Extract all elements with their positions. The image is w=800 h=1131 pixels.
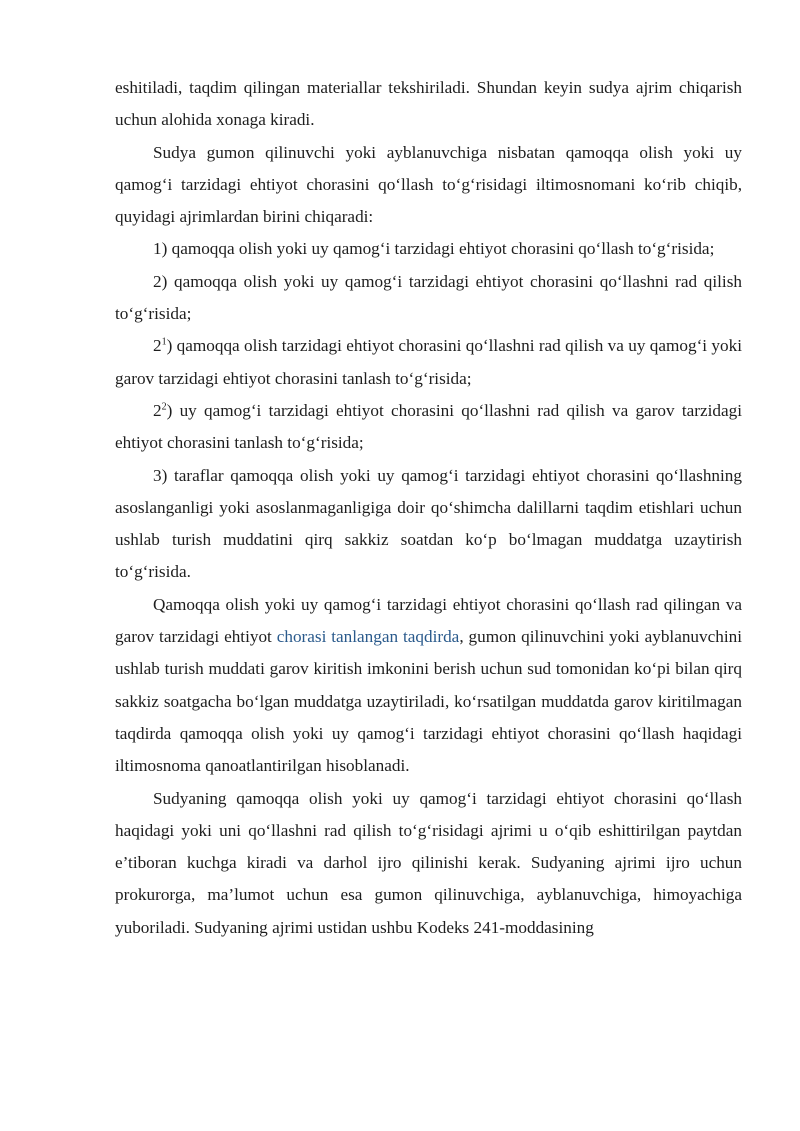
document-page (115, 72, 742, 944)
item-number: 2 (153, 336, 162, 356)
paragraph-text-before: Qamoqqa olish yoki uy qamog‘i tarzidagi ehtiyot chorasini qo‘llash rad qilingan va garov tarzidagi ehtiyot (115, 594, 742, 647)
paragraph-ruling-effect: Sudyaning qamoqqa olish yoki uy qamog‘i tarzidagi ehtiyot chorasini qo‘llash haqidagi yoki uni qo‘llashni rad qilish to‘g‘risidagi ajrimi u o‘qib eshittirilgan paytdan e’tiboran kuchga kiradi va darhol ijro qilinishi kerak. Sudyaning ajrimi ijro uchun prokurorga, ma’lumot uchun esa gumon qilinuvchiga, ayblanuvchiga, himoyachiga yuboriladi. Sudyaning ajrimi ustidan ushbu Kodeks 241-moddasining (115, 788, 742, 937)
list-item-1: 1) qamoqqa olish yoki uy qamog‘i tarzidagi ehtiyot chorasini qo‘llash to‘g‘risida; (153, 239, 715, 259)
list-item-3: 3) taraflar qamoqqa olish yoki uy qamog‘i tarzidagi ehtiyot chorasini qo‘llashning asoslanganligi yoki asoslanmaganligiga doir qo‘shimcha dalillarni taqdim etishlari uchun ushlab turish muddatini qirq sakkiz soatdan ko‘p bo‘lmagan muddatga uzaytirish to‘g‘risida. (115, 465, 742, 582)
list-item-2-1 (115, 330, 742, 395)
item-superscript: 1 (161, 336, 167, 348)
paragraph-bail (115, 589, 742, 783)
list-item-2-2 (115, 395, 742, 460)
paragraph-judge-decisions: Sudya gumon qilinuvchi yoki ayblanuvchiga nisbatan qamoqqa olish yoki uy qamog‘i tarzidagi ehtiyot chorasini qo‘llash to‘g‘risidagi iltimosnomani ko‘rib chiqib, quyidagi ajrimlardan birini chiqaradi: (115, 142, 742, 227)
item-superscript: 2 (161, 401, 167, 413)
list-item-2: 2) qamoqqa olish yoki uy qamog‘i tarzidagi ehtiyot chorasini qo‘llashni rad qilish to‘g‘risida; (115, 271, 742, 324)
item-number: 2 (153, 400, 162, 420)
item-text: ) qamoqqa olish tarzidagi ehtiyot chorasini qo‘llashni rad qilish va uy qamog‘i yoki garov tarzidagi ehtiyot chorasini tanlash to‘g‘risida; (115, 336, 742, 388)
paragraph-text-after: , gumon qilinuvchini yoki ayblanuvchini ushlab turish muddati garov kiritish imkonini berish uchun sud tomonidan ko‘pi bilan qirq sakkiz soatgacha bo‘lgan muddatga uzaytiriladi, ko‘rsatilgan muddatda garov kiritilmagan taqdirda qamoqqa olish yoki uy qamog‘i tarzidagi ehtiyot chorasini qo‘llash haqidagi iltimosnoma qanoatlantirilgan hisoblanadi. (115, 627, 742, 776)
highlighted-phrase-link[interactable]: chorasi tanlangan taqdirda (276, 627, 460, 647)
paragraph-continuation: eshitiladi, taqdim qilingan materiallar tekshiriladi. Shundan keyin sudya ajrim chiqarish uchun alohida xonaga kiradi. (115, 78, 742, 130)
item-text: ) uy qamog‘i tarzidagi ehtiyot chorasini qo‘llashni rad qilish va garov tarzidagi ehtiyot chorasini tanlash to‘g‘risida; (115, 400, 742, 453)
